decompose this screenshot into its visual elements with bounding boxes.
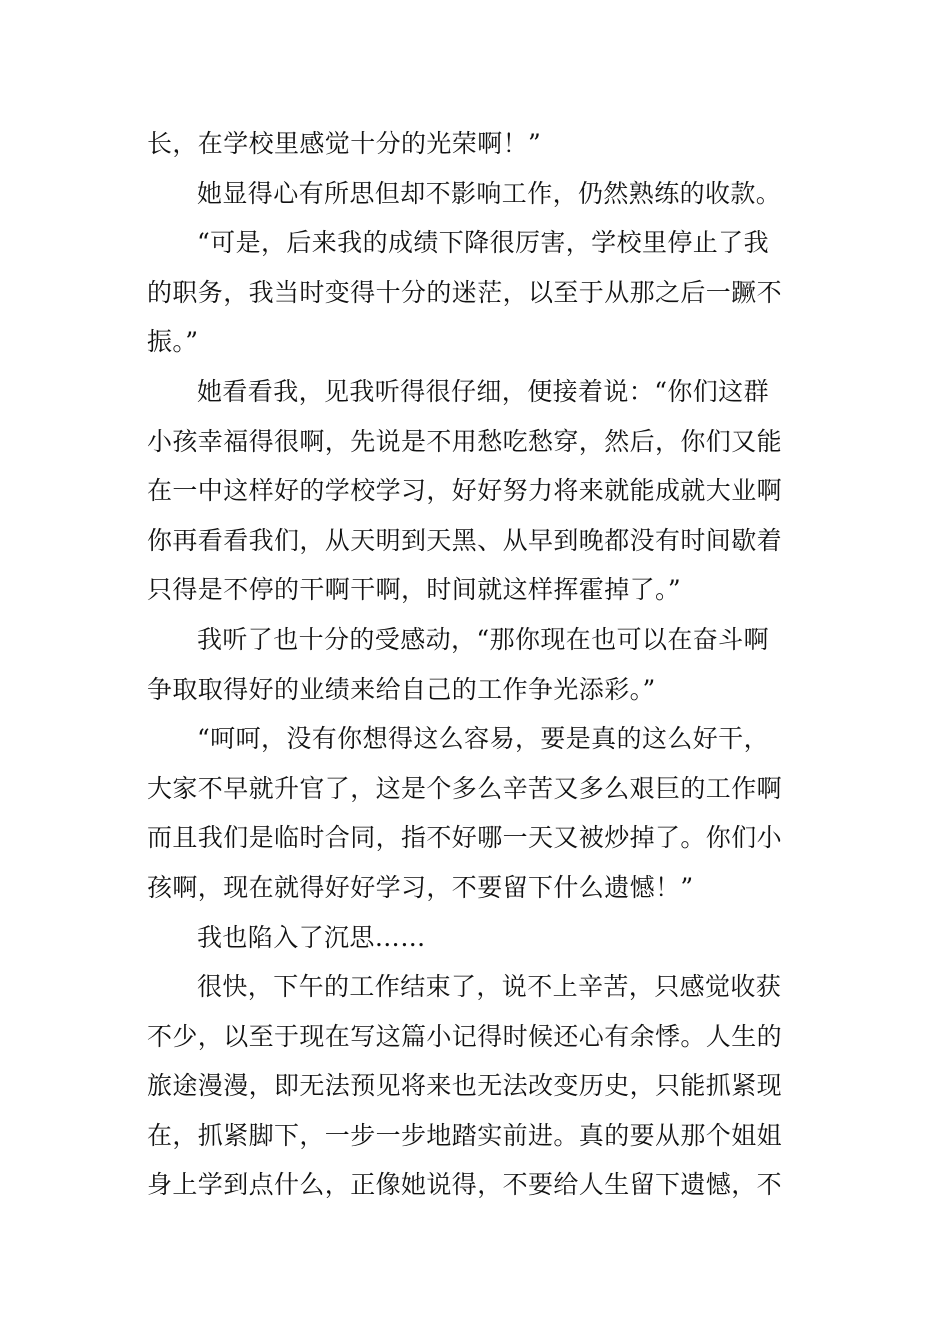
text-line: “可是，后来我的成绩下降很厉害，学校里停止了我 [197, 228, 769, 258]
text-line: 长，在学校里感觉十分的光荣啊！” [147, 129, 542, 158]
text-line: 旅途漫漫，即无法预见将来也无法改变历史，只能抓紧现 [147, 1071, 783, 1101]
text-line: 她显得心有所思但却不影响工作，仍然熟练的收款。 [197, 178, 782, 208]
text-line: 大家不早就升官了，这是个多么辛苦又多么艰巨的工作啊 [147, 773, 783, 803]
text-line: “呵呵，没有你想得这么容易，要是真的这么好干， [197, 724, 769, 754]
text-line: 身上学到点什么，正像她说得，不要给人生留下遗憾，不 [147, 1170, 783, 1200]
text-line: 我听了也十分的受感动，“那你现在也可以在奋斗啊 [197, 624, 769, 654]
text-line: 而且我们是临时合同，指不好哪一天又被炒掉了。你们小 [147, 823, 783, 853]
text-line: 不少，以至于现在写这篇小记得时候还心有余悸。人生的 [147, 1021, 783, 1051]
text-line: 很快，下午的工作结束了，说不上辛苦，只感觉收获 [197, 972, 782, 1002]
text-line: 我也陷入了沉思…… [197, 922, 426, 952]
text-line: 你再看看我们，从天明到天黑、从早到晚都没有时间歇着 [147, 525, 783, 555]
text-line: 振。” [147, 327, 199, 357]
text-line: 争取取得好的业绩来给自己的工作争光添彩。” [147, 674, 656, 704]
body-text [147, 119, 807, 1210]
text-line: 在，抓紧脚下，一步一步地踏实前进。真的要从那个姐姐 [147, 1120, 783, 1150]
text-line: 孩啊，现在就得好好学习，不要留下什么遗憾！” [147, 872, 694, 902]
text-line: 的职务，我当时变得十分的迷茫，以至于从那之后一蹶不 [147, 277, 783, 307]
text-line: 她看看我，见我听得很仔细，便接着说：“你们这群 [197, 376, 769, 406]
text-line: 只得是不停的干啊干啊，时间就这样挥霍掉了。” [147, 575, 682, 605]
text-line: 在一中这样好的学校学习，好好努力将来就能成就大业啊 [147, 476, 783, 506]
text-line: 小孩幸福得很啊，先说是不用愁吃愁穿，然后，你们又能 [147, 426, 783, 456]
